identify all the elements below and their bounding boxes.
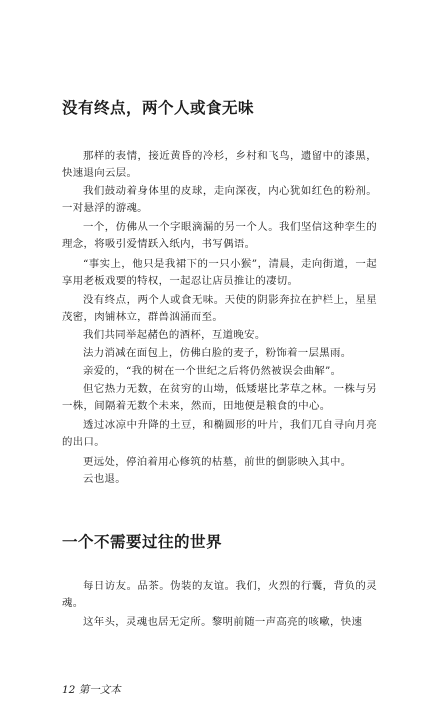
page-footer [62, 682, 121, 697]
paragraph: 法力消减在面包上，仿佛白脸的麦子，粉饰着一层黑雨。 [83, 347, 352, 359]
section-title-1: 没有终点，两个人或食无味 [62, 98, 255, 117]
paragraph: “事实上，他只是我裙下的一只小猴”，清晨，走向街道，一起享用老板戏要的特权，一起忍让店员推让的凄切。 [62, 258, 377, 288]
page-number: 12 [62, 684, 76, 696]
paragraph: 云也退。 [83, 473, 126, 485]
paragraph: 亲爱的，“我的树在一个世纪之后将仍然被误会曲解”。 [83, 365, 342, 377]
section-title-2: 一个不需要过往的世界 [62, 532, 223, 551]
paragraph: 每日访友。品茶。伪装的友谊。我们，火烈的行囊，背负的灵魂。 [62, 580, 377, 610]
paragraph: 更远处，停泊着用心修筑的枯墓，前世的倒影映入其中。 [83, 456, 352, 468]
paragraph: 一个，仿佛从一个字眼滴漏的另一个人。我们坚信这种孪生的理念，将吸引爱情跃入纸内，书写偶语。 [62, 221, 377, 251]
paragraph: 我们共同举起赭色的酒杯，互道晚安。 [83, 329, 266, 341]
paragraph: 没有终点，两个人或食无味。天使的阴影奔拉在护栏上，星星茂密，肉铺林立，群兽汹涌而至。 [62, 294, 377, 324]
paragraph: 那样的表情，接近黄昏的冷杉，乡村和飞鸟，遗留中的漆黑，快速退向云层。 [62, 150, 377, 180]
paragraph: 透过冰凉中升降的土豆，和椭圆形的叶片，我们兀自寻向月亮的出口。 [62, 419, 377, 449]
running-title: 第一文本 [78, 684, 121, 696]
paragraph: 但它热力无数，在贫穷的山坳，低矮堪比茅草之林。一株与另一株，间隔着无数个未来，然而，田地便是粮食的中心。 [62, 383, 377, 413]
paragraph: 这年头，灵魂也居无定所。黎明前随一声高亮的咳嗽，快速 [83, 616, 363, 628]
paragraph: 我们鼓动着身体里的皮球，走向深夜，内心犹如红色的粉剂。一对悬浮的游魂。 [62, 185, 377, 215]
